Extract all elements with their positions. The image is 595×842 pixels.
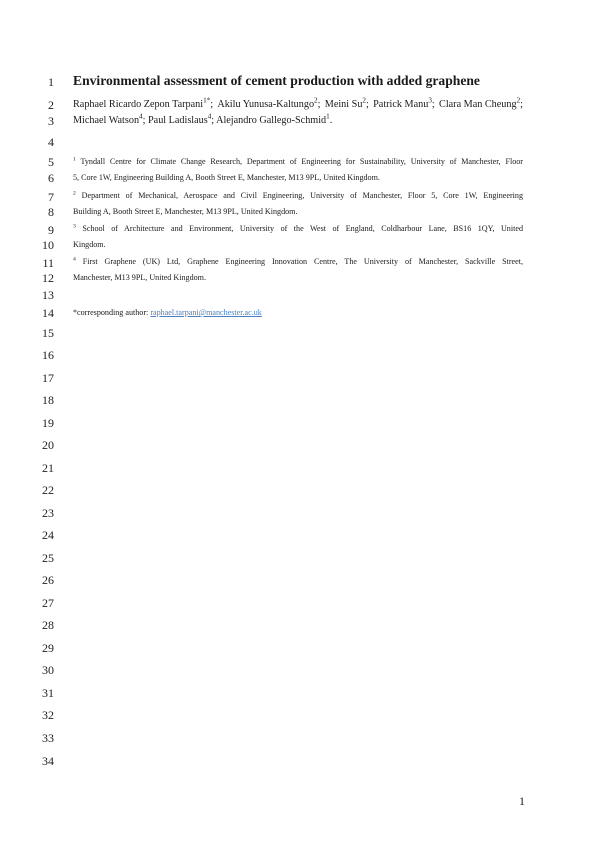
affiliation-text: School of Architecture and Environment, University of the West of England, Coldharbour Lane, BS16 1QY, United <box>82 224 523 233</box>
author-separator: ; <box>365 99 372 110</box>
paper-title: Environmental assessment of cement production with added graphene <box>73 73 480 88</box>
affiliation-marker: 1 <box>73 156 76 163</box>
author <box>325 98 372 112</box>
line-number: 19 <box>42 416 54 430</box>
author-affiliation-marker: 3 <box>428 96 432 105</box>
line-number: 16 <box>42 348 54 362</box>
line-number: 4 <box>48 135 54 149</box>
line-number: 23 <box>42 506 54 520</box>
line-number: 30 <box>42 663 54 677</box>
affiliation-text: Tyndall Centre for Climate Change Research, Department of Engineering for Sustainability, University of Manchester, Floor <box>80 157 523 166</box>
author-separator: ; <box>210 99 216 110</box>
author-name: Patrick Manu <box>373 99 429 110</box>
author-affiliation-marker: 2 <box>362 96 366 105</box>
line-number: 20 <box>42 438 54 452</box>
line-number: 21 <box>42 461 54 475</box>
author-name: Meini Su <box>324 99 363 110</box>
affiliation-marker: 3 <box>73 223 76 230</box>
line-number: 33 <box>42 731 54 745</box>
author-affiliation-marker: 4 <box>139 112 143 121</box>
author-affiliation-marker: 4 <box>207 112 212 121</box>
affiliation-4 <box>73 257 523 283</box>
author-name: Paul Ladislaus <box>148 115 208 126</box>
affiliation-text: Building A, Booth Street E, Manchester, M13 9PL, United Kingdom. <box>73 207 298 216</box>
page-number: 1 <box>519 794 525 808</box>
line-number: 15 <box>42 326 54 340</box>
author-separator: ; <box>211 115 217 126</box>
corresponding-author <box>73 308 523 318</box>
line-number: 32 <box>42 708 54 722</box>
affiliation-marker: 4 <box>73 256 76 263</box>
affiliation-3 <box>73 224 523 250</box>
author <box>439 98 523 112</box>
author <box>148 112 217 126</box>
author <box>217 98 323 112</box>
author-separator: ; <box>317 99 323 110</box>
line-number: 7 <box>48 190 54 204</box>
author-separator: ; <box>431 99 438 110</box>
line-number: 2 <box>48 98 54 112</box>
line-number: 26 <box>42 573 54 587</box>
affiliation-text: First Graphene (UK) Ltd, Graphene Engineering Innovation Centre, The University of Manchester, Sackville Street, <box>82 257 523 266</box>
author-name: Clara Man Cheung <box>439 99 517 110</box>
line-number: 1 <box>48 75 54 89</box>
line-number: 11 <box>42 256 54 270</box>
line-number: 12 <box>42 271 54 285</box>
line-number: 8 <box>48 205 54 219</box>
corresponding-author-label: *corresponding author: <box>73 308 151 317</box>
author-name: Raphael Ricardo Zepon Tarpani <box>73 99 204 110</box>
author <box>373 98 437 112</box>
corresponding-email-link[interactable]: raphael.tarpani@manchester.ac.uk <box>150 308 262 317</box>
line-number: 14 <box>42 306 54 320</box>
affiliation-text: Manchester, M13 9PL, United Kingdom. <box>73 273 206 282</box>
line-number: 13 <box>42 288 54 302</box>
line-number: 10 <box>42 238 54 252</box>
author <box>73 112 148 126</box>
author-separator: ; <box>520 99 523 110</box>
line-number: 6 <box>48 171 54 185</box>
author-affiliation-marker: 1 <box>326 112 330 121</box>
affiliation-text: Kingdom. <box>73 240 106 249</box>
line-number: 9 <box>48 223 54 237</box>
line-number: 31 <box>42 686 54 700</box>
author <box>73 98 216 112</box>
author-separator: ; <box>142 115 148 126</box>
line-number: 34 <box>42 754 54 768</box>
author <box>216 112 333 126</box>
affiliation-text: Department of Mechanical, Aerospace and Civil Engineering, University of Manchester, Floor 5, Core 1W, Engineering <box>81 191 523 200</box>
author-affiliation-marker: 2 <box>314 96 318 105</box>
author-list-line-2 <box>73 114 523 128</box>
author-name: Michael Watson <box>73 115 140 126</box>
affiliation-text: 5, Core 1W, Engineering Building A, Booth Street E, Manchester, M13 9PL, United Kingdom. <box>73 173 380 182</box>
line-number: 27 <box>42 596 54 610</box>
author-list-line-1 <box>73 98 523 112</box>
affiliation-marker: 2 <box>73 190 76 197</box>
author-separator: . <box>329 115 333 126</box>
author-affiliation-marker: 1* <box>203 96 211 105</box>
author-name: Alejandro Gallego-Schmid <box>216 115 327 126</box>
line-number: 18 <box>42 393 54 407</box>
line-number: 5 <box>48 155 54 169</box>
line-number: 22 <box>42 483 54 497</box>
affiliation-2 <box>73 191 523 217</box>
line-number: 17 <box>42 371 54 385</box>
line-number: 29 <box>42 641 54 655</box>
author-name: Akilu Yunusa-Kaltungo <box>217 99 315 110</box>
line-number: 3 <box>48 114 54 128</box>
line-number: 24 <box>42 528 54 542</box>
affiliation-1 <box>73 157 523 183</box>
line-number: 28 <box>42 618 54 632</box>
line-number: 25 <box>42 551 54 565</box>
author-affiliation-marker: 2 <box>516 96 521 105</box>
